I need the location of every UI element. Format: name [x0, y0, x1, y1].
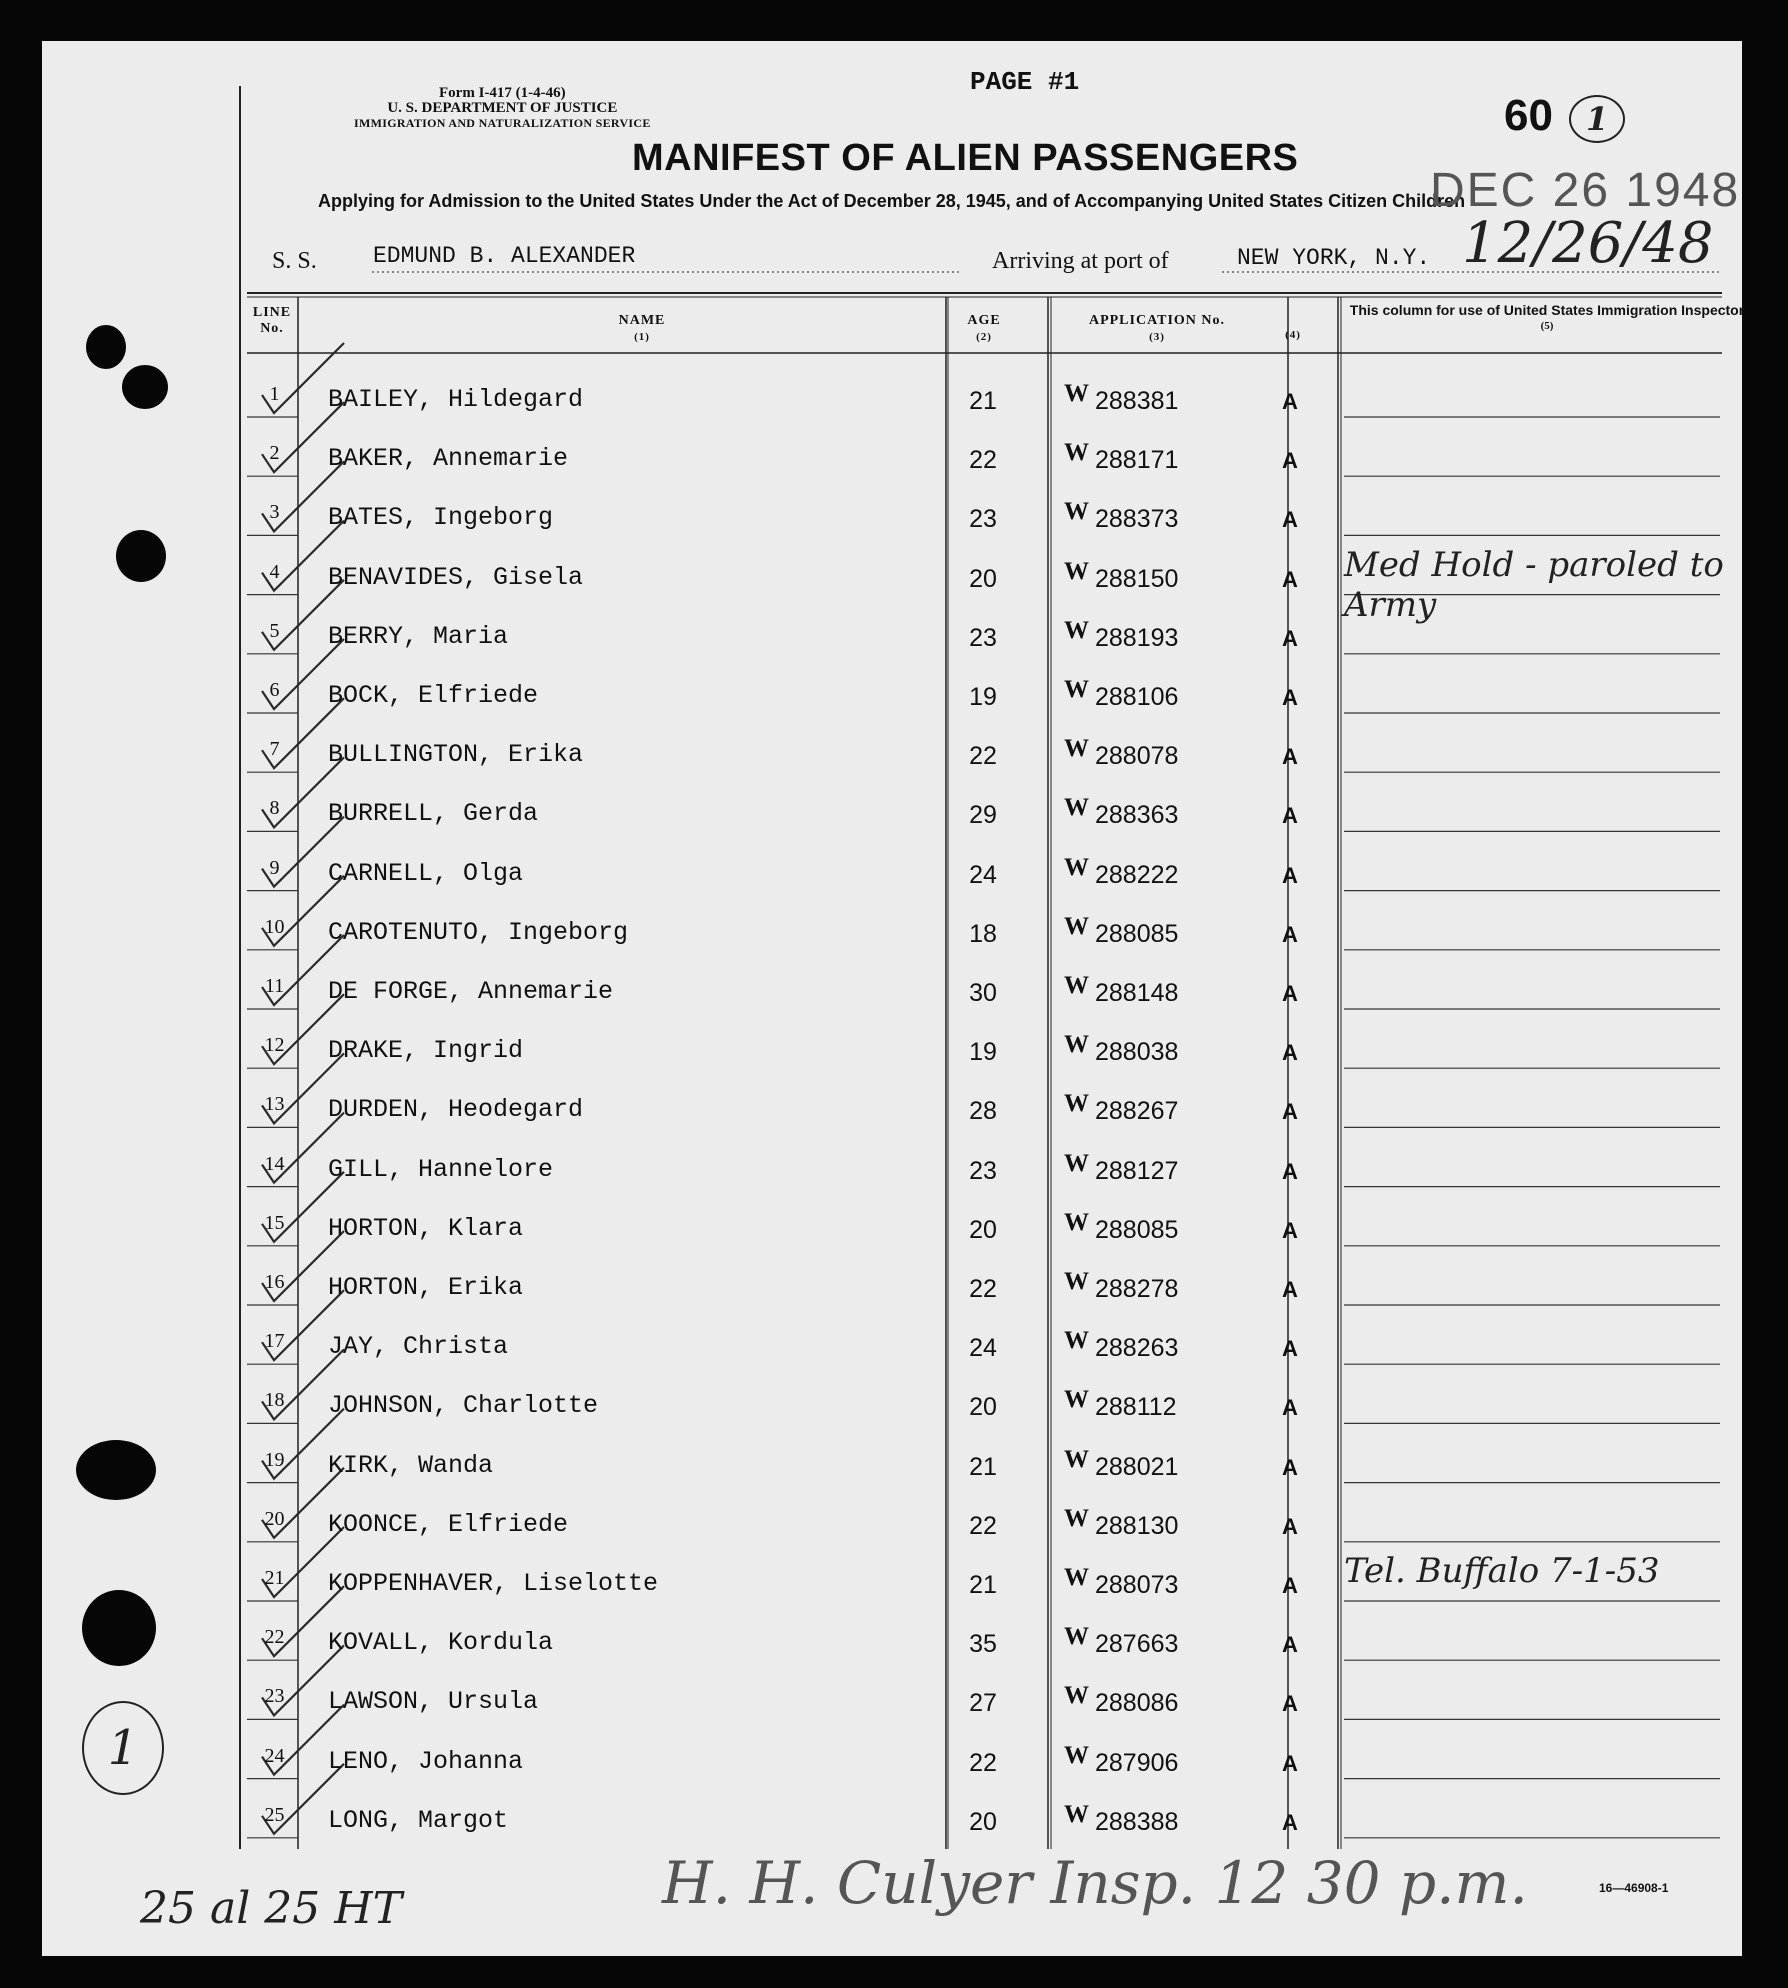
application-prefix: W: [1064, 972, 1089, 999]
application-number: [1064, 972, 1179, 1008]
application-number: [1064, 1564, 1179, 1600]
application-value: 288127: [1095, 1156, 1179, 1185]
column-header-name-label: NAME: [618, 313, 666, 328]
application-prefix: W: [1064, 1741, 1089, 1769]
status-code: A: [1282, 389, 1298, 414]
application-value: 288150: [1095, 564, 1179, 593]
passenger-age: 29: [969, 801, 997, 830]
application-number: [1064, 498, 1179, 534]
table-row: [42, 1210, 1742, 1250]
passenger-name: BAKER, Annemarie: [328, 444, 569, 474]
passenger-name: HORTON, Erika: [328, 1273, 524, 1302]
line-number: 14: [264, 1152, 285, 1175]
status-code: A: [1282, 1099, 1298, 1125]
table-row: [42, 973, 1742, 1013]
application-prefix: W: [1064, 853, 1089, 881]
application-value: 288278: [1095, 1275, 1179, 1303]
column-header-inspector-number: (5): [1540, 320, 1554, 332]
application-value: 288021: [1095, 1452, 1179, 1481]
column-header-age: [954, 313, 1014, 345]
table-row: [42, 1328, 1742, 1368]
application-number: [1064, 1208, 1179, 1245]
status-code: A: [1282, 744, 1298, 770]
table-row: [42, 1091, 1742, 1131]
status-code: A: [1282, 1454, 1298, 1480]
application-number: [1064, 1327, 1179, 1363]
punch-hole: [116, 530, 166, 582]
table-row: [42, 1624, 1742, 1664]
line-number: 9: [269, 856, 280, 879]
column-header-name: [562, 313, 722, 345]
passenger-name: BURRELL, Gerda: [328, 799, 539, 829]
passenger-name: HORTON, Klara: [328, 1213, 524, 1243]
passenger-age: 18: [969, 919, 997, 948]
application-number: [1064, 1386, 1177, 1422]
passenger-name: BAILEY, Hildegard: [328, 385, 584, 414]
passenger-name: BATES, Ingeborg: [328, 503, 554, 533]
status-code: A: [1282, 1750, 1298, 1776]
application-prefix: W: [1064, 1031, 1089, 1059]
passenger-name: GILL, Hannelore: [328, 1154, 554, 1184]
passenger-age: 19: [969, 683, 997, 711]
column-header-4: (4): [1285, 329, 1301, 341]
passenger-age: 22: [969, 446, 997, 475]
table-row: [42, 1506, 1742, 1546]
passenger-name: BENAVIDES, Gisela: [328, 562, 584, 592]
table-row: [42, 677, 1742, 717]
passenger-name: BOCK, Elfriede: [328, 681, 539, 710]
application-value: 288038: [1095, 1038, 1179, 1067]
application-number: [1064, 557, 1179, 594]
application-value: 288267: [1095, 1097, 1179, 1126]
line-number: 4: [269, 560, 280, 583]
status-code: A: [1282, 566, 1298, 592]
passenger-age: 23: [969, 1156, 997, 1185]
passenger-age: 27: [969, 1689, 997, 1718]
form-number: Form I-417 (1-4-46): [439, 85, 566, 101]
status-code: A: [1282, 803, 1298, 829]
table-row: [42, 1269, 1742, 1309]
application-prefix: W: [1064, 439, 1089, 467]
application-prefix: W: [1064, 1564, 1089, 1591]
application-number: [1064, 1682, 1179, 1718]
line-number: 18: [264, 1389, 285, 1412]
passenger-name: JAY, Christa: [328, 1332, 509, 1362]
punch-hole: [86, 325, 126, 369]
passenger-name: KOONCE, Elfriede: [328, 1509, 569, 1539]
line-number: 16: [264, 1271, 285, 1293]
status-code: A: [1282, 1573, 1298, 1598]
application-prefix: W: [1064, 498, 1089, 526]
application-value: 288388: [1095, 1807, 1179, 1836]
application-value: 288222: [1095, 860, 1179, 889]
passenger-name: LAWSON, Ursula: [328, 1687, 539, 1717]
page-subtitle: Applying for Admission to the United States Under the Act of December 28, 1945, and of Accompanying United States Citizen Children: [318, 191, 1466, 211]
application-value: 288073: [1095, 1571, 1179, 1599]
application-prefix: W: [1064, 1327, 1089, 1355]
application-number: [1064, 735, 1179, 771]
application-number: [1064, 1149, 1179, 1186]
line-number: 20: [264, 1507, 285, 1530]
punch-hole: [82, 1590, 156, 1666]
circled-mark: 1: [82, 1701, 164, 1795]
application-value: 288130: [1095, 1511, 1179, 1540]
line-number: 23: [264, 1685, 285, 1708]
passenger-age: 28: [969, 1097, 997, 1126]
line-number: 5: [269, 619, 280, 642]
application-value: 288193: [1095, 623, 1179, 652]
stamp-number-value: 60: [1504, 91, 1553, 140]
application-prefix: W: [1064, 1268, 1089, 1295]
arriving-label: Arriving at port of: [992, 248, 1169, 274]
status-code: A: [1282, 1336, 1298, 1362]
form-identifier: [354, 86, 651, 131]
punch-hole: [76, 1440, 156, 1500]
table-row: [42, 1151, 1742, 1191]
stamp-circled-number: 1: [1569, 95, 1625, 143]
table-row: [42, 1683, 1742, 1723]
table-row: [42, 795, 1742, 835]
handwritten-count: 25 al 25 HT: [140, 1883, 402, 1934]
line-number: 17: [264, 1330, 285, 1353]
service: IMMIGRATION AND NATURALIZATION SERVICE: [354, 116, 651, 130]
table-row: [42, 736, 1742, 776]
page-title: MANIFEST OF ALIEN PASSENGERS: [632, 137, 1299, 179]
passenger-name: JOHNSON, Charlotte: [328, 1391, 599, 1421]
line-number: 10: [264, 915, 285, 938]
passenger-age: 24: [969, 860, 997, 889]
passenger-name: CARNELL, Olga: [328, 858, 524, 888]
application-prefix: W: [1064, 1386, 1089, 1414]
passenger-name: BULLINGTON, Erika: [328, 740, 584, 770]
application-value: 288363: [1095, 801, 1179, 830]
application-number: [1064, 616, 1179, 653]
application-number: [1064, 1504, 1179, 1541]
table-row: [42, 440, 1742, 480]
form-code: 16—46908-1: [1599, 1881, 1669, 1895]
application-prefix: W: [1064, 1208, 1089, 1236]
page-number: PAGE #1: [970, 67, 1080, 97]
passenger-name: CAROTENUTO, Ingeborg: [328, 917, 629, 947]
table-row: [42, 544, 1742, 625]
port-name: NEW YORK, N.Y.: [1237, 245, 1431, 271]
application-value: 288085: [1095, 919, 1179, 948]
manifest-sheet: [42, 41, 1745, 1956]
column-header-inspector: [1347, 303, 1747, 334]
table-row: [42, 1387, 1742, 1427]
application-number: [1064, 794, 1179, 830]
application-number: [1064, 1031, 1179, 1067]
passenger-age: 22: [969, 742, 997, 771]
passenger-name: DE FORGE, Annemarie: [328, 977, 614, 1006]
table-row: [42, 381, 1742, 421]
status-code: A: [1282, 1395, 1298, 1421]
passenger-name: DURDEN, Heodegard: [328, 1095, 584, 1125]
application-number: [1064, 1741, 1179, 1778]
status-code: A: [1282, 1809, 1298, 1835]
passenger-age: 24: [969, 1334, 997, 1363]
application-number: [1064, 1268, 1179, 1304]
table-row: [42, 914, 1742, 954]
line-number: 12: [264, 1034, 285, 1057]
application-number: [1064, 1090, 1179, 1126]
table-row: [42, 1032, 1742, 1072]
table-row: [42, 1743, 1742, 1783]
status-code: A: [1282, 1691, 1298, 1717]
passenger-name: KOVALL, Kordula: [328, 1628, 554, 1658]
passenger-name: DRAKE, Ingrid: [328, 1036, 524, 1066]
passenger-age: 19: [969, 1038, 997, 1067]
passenger-age: 35: [969, 1630, 997, 1659]
status-code: A: [1282, 625, 1298, 651]
application-prefix: W: [1064, 735, 1089, 763]
application-value: 288373: [1095, 505, 1179, 534]
passenger-age: 22: [969, 1275, 997, 1303]
inspector-signature: H. H. Culyer Insp. 12 30 p.m.: [662, 1849, 1528, 1917]
stamp-number: [1504, 91, 1625, 143]
application-prefix: W: [1064, 616, 1089, 644]
application-prefix: W: [1064, 1445, 1089, 1473]
ship-label: S. S.: [272, 248, 317, 274]
column-header-age-label: AGE: [967, 313, 1001, 328]
application-prefix: W: [1064, 1504, 1089, 1532]
line-number: 22: [264, 1626, 285, 1649]
status-code: A: [1282, 921, 1298, 947]
table-row: [42, 1802, 1742, 1842]
line-number: 21: [264, 1567, 285, 1589]
status-code: A: [1282, 1040, 1298, 1066]
status-code: A: [1282, 1632, 1298, 1658]
passenger-age: 22: [969, 1511, 997, 1540]
line-number: 6: [269, 679, 280, 701]
column-header-name-number: (1): [634, 331, 650, 343]
column-header-inspector-label: This column for use of United States Immigration Inspector: [1349, 302, 1745, 318]
passenger-name: BERRY, Maria: [328, 621, 509, 651]
date-stamp: DEC 26 1948: [1430, 164, 1741, 217]
application-prefix: W: [1064, 1090, 1089, 1118]
application-number: [1064, 676, 1179, 712]
passenger-age: 20: [969, 1393, 997, 1422]
arrival-date-handwritten: 12/26/48: [1462, 211, 1714, 276]
status-code: A: [1282, 1158, 1298, 1184]
inspector-note: Med Hold - paroled to Army: [1344, 544, 1724, 625]
passenger-age: 20: [969, 564, 997, 593]
application-value: 288381: [1095, 387, 1179, 415]
status-code: A: [1282, 448, 1298, 474]
application-prefix: W: [1064, 1682, 1089, 1710]
column-header-application-label: APPLICATION No.: [1088, 313, 1226, 328]
application-value: 287906: [1095, 1748, 1179, 1777]
application-number: [1064, 1800, 1179, 1837]
application-prefix: W: [1064, 912, 1089, 940]
passenger-age: 21: [969, 1452, 997, 1481]
application-value: 287663: [1095, 1630, 1179, 1659]
passenger-age: 30: [969, 979, 997, 1007]
passenger-age: 20: [969, 1807, 997, 1836]
line-number: 2: [269, 442, 280, 465]
line-number: 7: [269, 738, 280, 761]
application-number: [1064, 1445, 1179, 1482]
status-code: A: [1282, 685, 1298, 710]
passenger-name: KIRK, Wanda: [328, 1450, 494, 1480]
application-prefix: W: [1064, 676, 1089, 703]
application-number: [1064, 912, 1179, 949]
passenger-age: 22: [969, 1748, 997, 1777]
application-prefix: W: [1064, 380, 1089, 407]
application-number: [1064, 853, 1179, 890]
line-number: 1: [269, 383, 280, 405]
passenger-age: 21: [969, 1571, 997, 1599]
application-value: 288148: [1095, 979, 1179, 1007]
line-number: 25: [264, 1803, 285, 1826]
application-prefix: W: [1064, 1149, 1089, 1177]
passenger-age: 23: [969, 505, 997, 534]
passenger-age: 20: [969, 1215, 997, 1244]
application-prefix: W: [1064, 1623, 1089, 1651]
column-header-age-number: (2): [976, 331, 992, 343]
application-prefix: W: [1064, 557, 1089, 585]
table-row: [42, 855, 1742, 895]
status-code: A: [1282, 1217, 1298, 1243]
passenger-age: 23: [969, 623, 997, 652]
application-prefix: W: [1064, 1800, 1089, 1828]
passenger-name: LENO, Johanna: [328, 1746, 524, 1776]
table-row: [42, 499, 1742, 539]
application-value: 288106: [1095, 683, 1179, 711]
application-number: [1064, 439, 1179, 475]
line-number: 8: [269, 797, 280, 820]
column-header-line: LINE No.: [252, 305, 292, 336]
status-code: A: [1282, 1277, 1298, 1302]
application-value: 288078: [1095, 742, 1179, 771]
status-code: A: [1282, 981, 1298, 1006]
line-number: 15: [264, 1211, 285, 1234]
line-number: 13: [264, 1093, 285, 1116]
application-value: 288085: [1095, 1215, 1179, 1244]
application-value: 288112: [1095, 1393, 1177, 1422]
ship-name: EDMUND B. ALEXANDER: [373, 243, 636, 269]
line-number: 19: [264, 1448, 285, 1471]
application-value: 288263: [1095, 1334, 1179, 1363]
column-header-application: [1057, 313, 1257, 345]
application-number: [1064, 1623, 1179, 1659]
column-header-application-number: (3): [1149, 331, 1165, 343]
line-number: 11: [264, 975, 285, 997]
table-row: [42, 1447, 1742, 1487]
passenger-name: LONG, Margot: [328, 1805, 509, 1835]
passenger-name: KOPPENHAVER, Liselotte: [328, 1569, 659, 1598]
status-code: A: [1282, 1513, 1298, 1539]
application-prefix: W: [1064, 794, 1089, 822]
status-code: A: [1282, 507, 1298, 533]
table-row: [42, 1551, 1742, 1605]
line-number: 3: [269, 501, 280, 524]
punch-hole: [122, 365, 168, 409]
passenger-age: 21: [969, 387, 997, 415]
inspector-note: Tel. Buffalo 7-1-53: [1344, 1551, 1660, 1591]
department: U. S. DEPARTMENT OF JUSTICE: [387, 100, 618, 116]
line-number: 24: [264, 1744, 285, 1767]
application-value: 288086: [1095, 1689, 1179, 1718]
status-code: A: [1282, 862, 1298, 888]
application-number: [1064, 380, 1179, 416]
application-value: 288171: [1095, 446, 1179, 475]
table-row: [42, 618, 1742, 658]
